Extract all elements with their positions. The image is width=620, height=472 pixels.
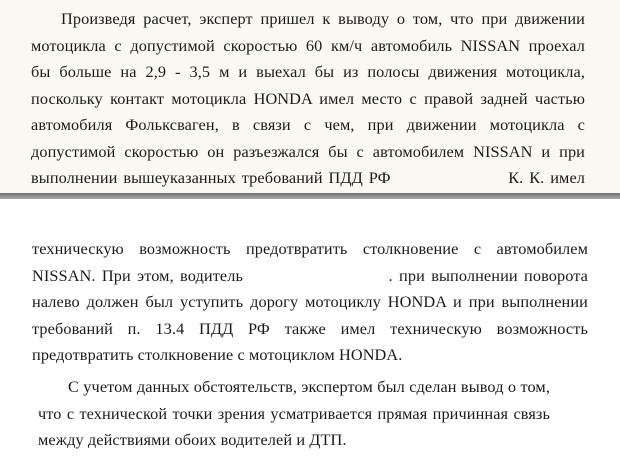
text-line: поскольку контакт мотоцикла HONDA имел место с правой задней частью [31, 88, 585, 108]
document-fragment-bottom [0, 199, 620, 472]
paragraph-calculation-conclusion [31, 6, 585, 192]
paragraph-causal-conclusion [38, 374, 550, 454]
text-line: допустимой скоростью он разъезжался бы с автомобилем NISSAN и при [31, 141, 585, 161]
text-line: предотвратить столкновение с мотоциклом HONDA. [32, 345, 403, 364]
text-line: бы больше на 2,9 - 3,5 м и выехал бы из полосы движения мотоцикла, [31, 62, 585, 81]
text-line: С учетом данных обстоятельств, экспертом был сделан вывод о том, [68, 377, 550, 396]
text-line: техническую возможность предотвратить столкновение с автомобилем [32, 239, 588, 258]
text-line: между действиями обоих водителей и ДТП. [38, 430, 347, 449]
text-line: NISSAN. При этом, водитель . при выполнении поворота [32, 265, 588, 285]
text-line: требований п. 13.4 ПДД РФ также имел техническую возможность [32, 318, 588, 338]
document-fragment-top [0, 0, 620, 193]
text-line: Произведя расчет, эксперт пришел к выводу о том, что при движении [61, 9, 585, 28]
text-line: выполнении вышеуказанных требований ПДД РФ К. К. имел [31, 168, 585, 187]
text-line: автомобиля Фольксваген, в связи с чем, при движении мотоцикла с [31, 115, 585, 134]
text-line: мотоцикла с допустимой скоростью 60 км/ч автомобиль NISSAN проехал [31, 35, 585, 55]
paragraph-technical-possibility [32, 236, 588, 369]
text-line: налево должен был уступить дорогу мотоциклу HONDA и при выполнении [32, 292, 588, 311]
text-line: что с технической точки зрения усматривается прямая причинная связь [38, 403, 550, 423]
